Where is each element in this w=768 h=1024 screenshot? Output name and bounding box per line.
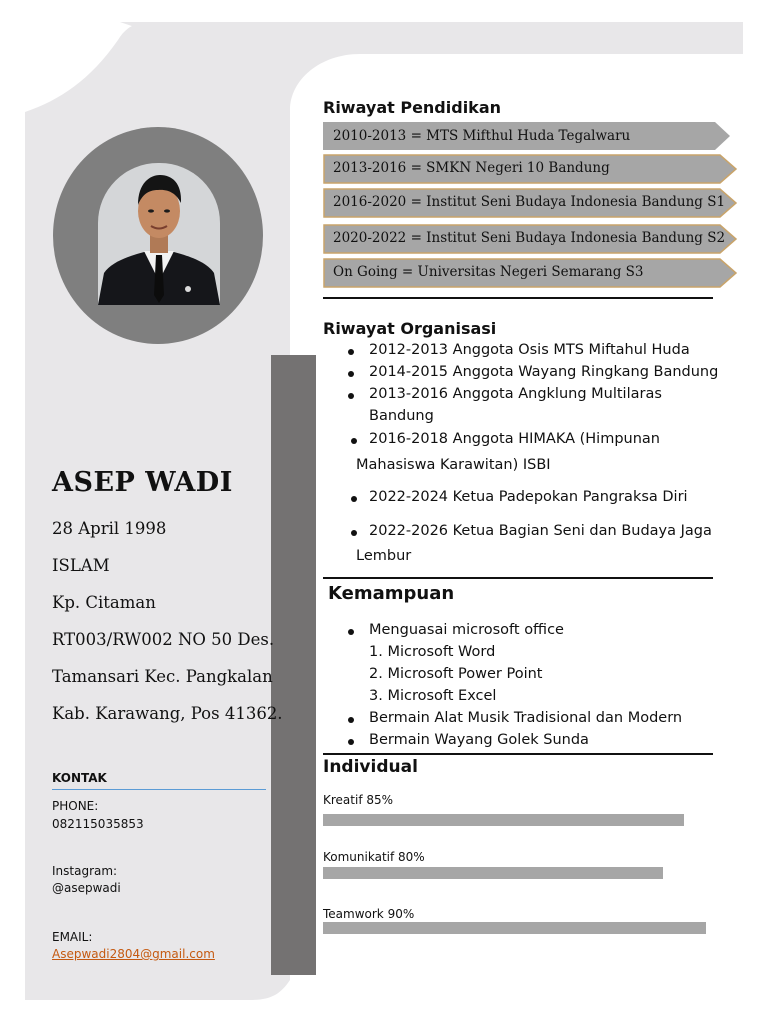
individual-label: Teamwork 90%	[323, 907, 415, 921]
education-item	[323, 188, 738, 216]
bullet-icon	[348, 371, 354, 377]
instagram-value: @asepwadi	[52, 881, 121, 895]
email-label: EMAIL:	[52, 930, 93, 944]
education-item	[323, 122, 731, 150]
individual-label: Kreatif 85%	[323, 793, 394, 807]
skill-subitem: 3. Microsoft Excel	[369, 688, 497, 704]
birth-date: 28 April 1998	[52, 519, 167, 538]
skill-item: Bermain Alat Musik Tradisional dan Modern	[369, 710, 683, 726]
bullet-icon	[348, 349, 354, 355]
individual-title: Individual	[323, 757, 418, 777]
bullet-icon	[348, 717, 354, 723]
contact-title: KONTAK	[52, 771, 107, 785]
bullet-icon	[348, 393, 354, 399]
skills-title: Kemampuan	[328, 583, 455, 604]
section-divider	[323, 753, 713, 755]
education-item-text: 2013-2016 = SMKN Negeri 10 Bandung	[333, 160, 610, 176]
bullet-icon	[348, 739, 354, 745]
bullet-icon	[351, 438, 357, 444]
phone-value: 082115035853	[52, 817, 144, 831]
education-item	[323, 258, 738, 286]
contact-divider	[52, 789, 266, 790]
photo-portrait	[98, 163, 220, 305]
skill-subitem: 1. Microsoft Word	[369, 644, 496, 660]
skill-subitem: 2. Microsoft Power Point	[369, 666, 543, 682]
address-line-1: Kp. Citaman	[52, 593, 156, 612]
skill-item: Bermain Wayang Golek Sunda	[369, 732, 589, 748]
section-divider	[323, 297, 713, 299]
education-item	[323, 154, 738, 182]
organization-item-continued: Bandung	[369, 408, 434, 424]
education-item-text: On Going = Universitas Negeri Semarang S3	[333, 264, 644, 280]
education-title: Riwayat Pendidikan	[323, 98, 502, 117]
organization-item-continued: Mahasiswa Karawitan) ISBI	[356, 457, 551, 473]
individual-label: Komunikatif 80%	[323, 850, 425, 864]
email-link[interactable]	[52, 947, 215, 961]
organization-item: 2016-2018 Anggota HIMAKA (Himpunan	[369, 431, 660, 447]
bullet-icon	[351, 496, 357, 502]
organization-item: 2012-2013 Anggota Osis MTS Miftahul Huda	[369, 342, 690, 358]
profile-name: ASEP WADI	[52, 467, 233, 498]
individual-level-bar	[323, 867, 663, 879]
education-item-text: 2020-2022 = Institut Seni Budaya Indonesia Bandung S2	[333, 230, 726, 246]
organization-item-continued: Lembur	[356, 548, 412, 564]
education-item-text: 2016-2020 = Institut Seni Budaya Indonesia Bandung S1	[333, 194, 726, 210]
organization-item: 2022-2026 Ketua Bagian Seni dan Budaya Jaga	[369, 523, 712, 539]
email-value[interactable]: Asepwadi2804@gmail.com	[52, 947, 215, 961]
individual-level-bar	[323, 922, 706, 934]
instagram-label: Instagram:	[52, 864, 118, 878]
phone-label: PHONE:	[52, 799, 99, 813]
education-item-text: 2010-2013 = MTS Mifthul Huda Tegalwaru	[333, 128, 631, 144]
bullet-icon	[351, 530, 357, 536]
organization-title: Riwayat Organisasi	[323, 319, 497, 338]
education-item	[323, 224, 738, 252]
bullet-icon	[348, 629, 354, 635]
skill-item: Menguasai microsoft office	[369, 622, 564, 638]
section-divider	[323, 577, 713, 579]
address-line-3: Tamansari Kec. Pangkalan	[52, 667, 273, 686]
religion: ISLAM	[52, 556, 110, 575]
profile-photo	[53, 127, 263, 344]
organization-item: 2014-2015 Anggota Wayang Ringkang Bandung	[369, 364, 719, 380]
organization-item: 2013-2016 Anggota Angklung Multilaras	[369, 386, 662, 402]
address-line-4: Kab. Karawang, Pos 41362.	[52, 704, 283, 723]
address-line-2: RT003/RW002 NO 50 Des.	[52, 630, 275, 649]
organization-item: 2022-2024 Ketua Padepokan Pangraksa Diri	[369, 489, 688, 505]
individual-level-bar	[323, 814, 684, 826]
decorative-dark-bar	[271, 355, 316, 975]
